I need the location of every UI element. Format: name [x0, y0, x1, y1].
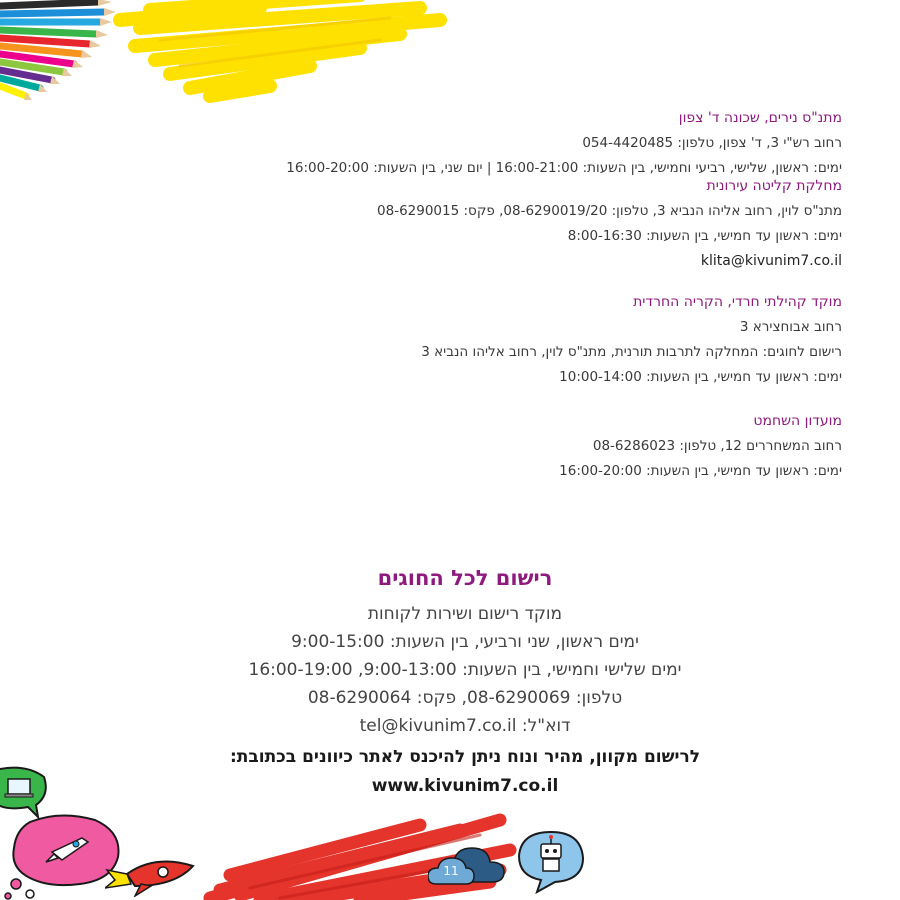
section-heading: מחלקת קליטה עירונית	[706, 178, 842, 194]
section-line: ימים: ראשון עד חמישי, בין השעות: 10:00-14:00	[559, 369, 842, 385]
section-haredi-center	[142, 290, 842, 390]
section-line: רישום לחוגים: המחלקה לתרבות תורנית, מתנ"ס לוין, רחוב אליהו הנביא 3	[421, 344, 842, 360]
registration-line: מוקד רישום ושירות לקוחות	[367, 604, 563, 624]
section-line: רחוב אבוחצירא 3	[739, 319, 842, 335]
section-chess-club	[142, 409, 842, 484]
registration-line: טלפון: 08-6290069, פקס: 08-6290064	[307, 688, 623, 708]
section-klita	[142, 174, 842, 274]
registration-block	[0, 560, 900, 800]
section-line: ימים: ראשון עד חמישי, בין השעות: 8:00-16:30	[567, 228, 842, 244]
section-line: ימים: ראשון, שלישי, רביעי וחמישי, בין השעות: 16:00-21:00 | יום שני, בין השעות: 16:00-20:00	[286, 160, 842, 176]
section-line: מתנ"ס לוין, רחוב אליהו הנביא 3, טלפון: 08-6290019/20, פקס: 08-6290015	[377, 203, 842, 219]
registration-title: רישום לכל החוגים	[377, 566, 553, 590]
email-link[interactable]: klita@kivunim7.co.il	[700, 253, 842, 269]
page-number: 11	[443, 864, 459, 878]
colored-pencils-icon	[0, 0, 120, 110]
section-line: רחוב המשחררים 12, טלפון: 08-6286023	[592, 438, 842, 454]
section-heading: מוקד קהילתי חרדי, הקריה החרדית	[633, 294, 842, 310]
section-heading: מועדון השחמט	[753, 413, 842, 429]
website-link[interactable]: www.kivunim7.co.il	[371, 776, 559, 796]
registration-line: ימים ראשון, שני ורביעי, בין השעות: 9:00-15:00	[291, 632, 639, 652]
section-line: רחוב רש"י 3, ד' צפון, טלפון: 054-4420485	[582, 135, 842, 151]
speech-bubble-robot-icon	[515, 828, 587, 894]
online-registration-text: לרישום מקוון, מהיר ונוח ניתן להיכנס לאתר כיוונים בכתובת:	[229, 747, 701, 767]
cloud-icon	[428, 838, 508, 886]
section-heading: מתנ"ס נירים, שכונה ד' צפון	[678, 110, 842, 126]
registration-email[interactable]: דוא"ל: tel@kivunim7.co.il	[359, 716, 571, 736]
registration-line: ימים שלישי וחמישי, בין השעות: 9:00-13:00, 16:00-19:00	[248, 660, 682, 680]
rocket-icon	[105, 852, 197, 897]
section-line: ימים: ראשון עד חמישי, בין השעות: 16:00-20:00	[559, 463, 842, 479]
section-nirim	[142, 106, 842, 181]
